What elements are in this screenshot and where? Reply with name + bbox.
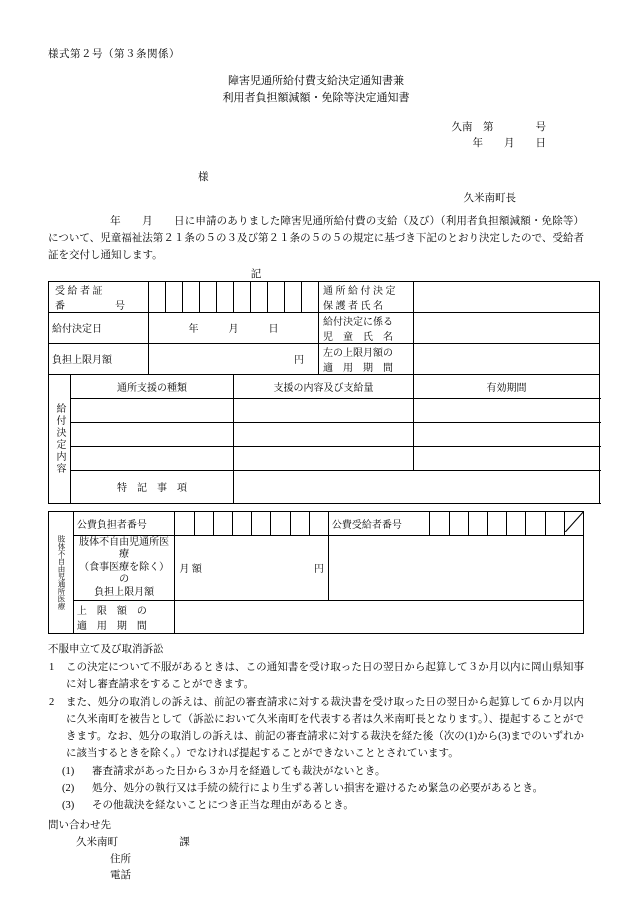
public-recipient-number-cell[interactable] [449, 511, 468, 535]
limit-period-label: 左の上限月額の 適 用 期 間 [319, 343, 414, 374]
document-date: 年 月 日 [472, 138, 546, 150]
public-burden-number-cell[interactable] [290, 511, 309, 535]
issuer-name: 久米南町長 [463, 192, 516, 204]
public-burden-number-cell[interactable] [309, 511, 328, 535]
monthly-amount-field[interactable] [175, 535, 329, 601]
document-number: 久南 第 号 [451, 122, 546, 133]
document-title [48, 73, 584, 106]
recipient-number-cell[interactable] [268, 281, 285, 312]
main-table [48, 281, 600, 504]
monthly-amount-unit: 円 [313, 564, 324, 576]
special-note-label: 特 記 事 項 [71, 470, 234, 503]
recipient-number-cell[interactable] [234, 281, 251, 312]
content-cell-amount[interactable] [234, 446, 414, 470]
medical-section-label: 肢体不自由児通所医療 [49, 511, 74, 634]
recipient-number-cell[interactable] [200, 281, 217, 312]
recipient-number-cell[interactable] [285, 281, 302, 312]
burden-limit-label: 負担上限月額 [49, 343, 149, 374]
public-recipient-number-label: 公費受給者番号 [328, 511, 430, 535]
public-recipient-number-cell[interactable] [468, 511, 487, 535]
list-item [48, 659, 584, 693]
guardian-name-value[interactable] [414, 281, 600, 312]
recipient-number-cell[interactable] [183, 281, 200, 312]
subnote-text: その他裁決を経ないことにつき正当な理由があるとき。 [92, 800, 354, 812]
public-recipient-number-cell[interactable] [545, 511, 564, 535]
appeal-subnotes-list [48, 763, 584, 814]
monthly-limit-label: 肢体不自由児通所医療 （食事医療を除く）の 負担上限月額 [73, 535, 175, 601]
decision-date-label: 給付決定日 [49, 312, 149, 343]
subnote-text: 処分、処分の執行又は手続の続行により生ずる著しい損害を避けるため緊急の必要があるとき。 [92, 783, 544, 795]
diagonal-line-icon [565, 512, 583, 532]
public-burden-number-cell[interactable] [252, 511, 271, 535]
table-row [49, 446, 600, 470]
contact-heading: 問い合わせ先 [48, 820, 111, 832]
content-cell-type[interactable] [71, 446, 234, 470]
public-burden-number-cell[interactable] [194, 511, 213, 535]
note-text: また、処分の取消しの訴えは、前記の審査請求に対する裁決書を受け取った日の翌日から起算して６か月以内に久米南町を被告として（訴訟において久米南町を代表する者は久米南町長となります。）、提起することができます。なお、処分の取消しの訴えは、前記の審査請求に対する裁決を経た後（次の(1)から(3)までのいずれかに該当するときを除く。）でなければ提起することができないこととされています。 [66, 697, 584, 760]
content-cell-amount[interactable] [234, 398, 414, 422]
public-recipient-number-cell[interactable] [526, 511, 545, 535]
child-name-label: 給付決定に係る 児 童 氏 名 [319, 312, 414, 343]
limit-period-value[interactable] [414, 343, 600, 374]
guardian-name-label: 通 所 給 付 決 定 保 護 者 氏 名 [319, 281, 414, 312]
document-number-block [48, 120, 584, 153]
table-row [49, 398, 600, 422]
contact-block [48, 818, 584, 885]
monthly-amount-label: 月 額 [179, 564, 202, 576]
table-row [49, 312, 600, 343]
list-item [48, 763, 584, 780]
table-row [49, 374, 600, 398]
limit-period-value-2[interactable] [175, 601, 584, 634]
body-paragraph-text: 年 月 日に申請のありました障害児通所給付費の支給（及び）（利用者負担額減額・免除等）について、児童福祉法第２１条の５の３及び第２１条の５の５の規定に基づき下記のとおり決定したので、受給者証を交付し通知します。 [48, 215, 584, 261]
subnote-number: (2) [62, 783, 75, 795]
content-cell-period[interactable] [414, 398, 600, 422]
public-recipient-number-cell[interactable] [488, 511, 507, 535]
table-row [49, 601, 584, 634]
burden-limit-value[interactable]: 円 [149, 343, 319, 374]
recipient-number-label: 受 給 者 証 番 号 [49, 281, 149, 312]
public-burden-number-cell[interactable] [213, 511, 232, 535]
contact-tel-label: 電話 [110, 870, 131, 882]
table-row [49, 511, 584, 535]
title-line-2: 利用者負担額減額・免除等決定通知書 [222, 91, 410, 104]
body-paragraph [48, 213, 584, 264]
content-section-label: 給付決定内容 [49, 374, 71, 503]
recipient-number-cell[interactable] [149, 281, 166, 312]
document-body [48, 46, 584, 885]
content-cell-amount[interactable] [234, 422, 414, 446]
public-burden-number-label: 公費負担者番号 [73, 511, 175, 535]
recipient-number-cell[interactable] [166, 281, 183, 312]
content-header-type: 通所支援の種類 [71, 374, 234, 398]
decision-date-value[interactable]: 年 月 日 [149, 312, 319, 343]
recipient-number-cell[interactable] [302, 281, 319, 312]
appeal-heading: 不服申立て及び取消訴訟 [48, 644, 164, 656]
form-number: 様式第２号（第３条関係） [48, 49, 180, 60]
limit-period-label-2: 上 限 額 の 適 用 期 間 [73, 601, 175, 634]
medical-table [48, 511, 584, 635]
note-number: 2 [49, 697, 55, 709]
public-recipient-number-cell[interactable] [507, 511, 526, 535]
monthly-amount-extra[interactable] [328, 535, 583, 601]
subnote-number: (3) [62, 800, 75, 812]
public-burden-number-cell[interactable] [271, 511, 290, 535]
public-burden-number-cell[interactable] [175, 511, 194, 535]
table-row [49, 535, 584, 601]
contact-org: 久米南町 [76, 836, 118, 848]
list-item [48, 797, 584, 814]
child-name-value[interactable] [414, 312, 600, 343]
ki-marker: 記 [250, 268, 262, 280]
title-line-1: 障害児通所給付費支給決定通知書兼 [228, 75, 404, 87]
table-row [49, 470, 600, 503]
table-row [49, 343, 600, 374]
special-note-value[interactable] [234, 470, 600, 503]
content-cell-period[interactable] [414, 446, 600, 470]
public-recipient-number-cell-last[interactable] [564, 511, 583, 535]
contact-org-line [48, 835, 584, 852]
appeal-notes-list [48, 659, 584, 762]
note-text: この決定について不服があるときは、この通知書を受け取った日の翌日から起算して３か月以内に岡山県知事に対し審査請求をすることができます。 [66, 662, 584, 691]
content-cell-type[interactable] [71, 422, 234, 446]
content-cell-period[interactable] [414, 422, 600, 446]
recipient-number-cell[interactable] [217, 281, 234, 312]
list-item [48, 694, 584, 762]
table-row [49, 281, 600, 312]
content-cell-type[interactable] [71, 398, 234, 422]
list-item [48, 780, 584, 797]
addressee: 様 [198, 171, 209, 183]
contact-address-label: 住所 [110, 853, 131, 865]
content-header-period: 有効期間 [414, 374, 600, 398]
subnote-number: (1) [62, 766, 75, 778]
contact-section: 課 [179, 836, 190, 848]
recipient-number-cell[interactable] [251, 281, 268, 312]
table-row [49, 422, 600, 446]
note-number: 1 [49, 662, 55, 674]
subnote-text: 審査請求があった日から３か月を経過しても裁決がないとき。 [92, 766, 386, 778]
content-header-amount: 支援の内容及び支給量 [234, 374, 414, 398]
public-recipient-number-cell[interactable] [430, 511, 449, 535]
public-burden-number-cell[interactable] [232, 511, 251, 535]
